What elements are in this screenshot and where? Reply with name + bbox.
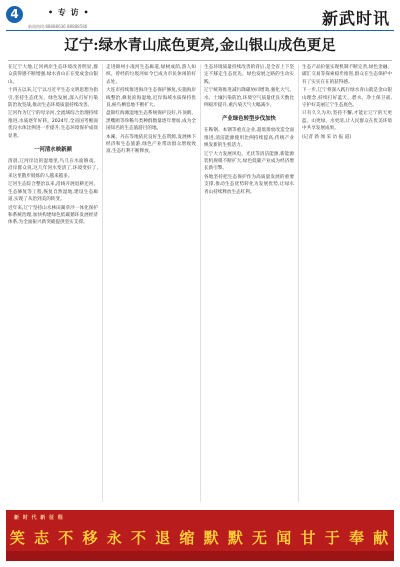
article-subhead: 产业绿色转型步伐加快: [222, 116, 276, 123]
article-paragraph: 辽河作为辽宁的母亲河,全流域综合治理持续推进,水质逐年好转。2024年,全省国考断面优良水体比例进一步提升,生态环境保护成效显著。: [8, 111, 98, 139]
article-paragraph: 辽宁统筹推进减污降碳协同增效,强化大气、水、土壤污染防治,环境空气质量优良天数比例稳步提升,重污染天气大幅减少。: [204, 88, 294, 109]
article-paragraph: 生态产品价值实现机制不断完善,绿色金融、碳汇交易等探索稳步推进,群众在生态保护中有了实实在在的获得感。: [302, 65, 392, 85]
article-paragraph: 各地坚持把生态保护作为高质量发展的重要支撑,推动生态优势转化为发展优势,让绿水青山持续释放生态红利。: [204, 174, 294, 195]
article-body: [8, 64, 392, 504]
article-paragraph: 十四五以来,辽宁以习近平生态文明思想为指引,坚持生态优先、绿色发展,深入打好污染防治攻坚战,推动生态环境质量持续改善。: [8, 88, 98, 109]
page-number-badge: 4: [6, 6, 23, 23]
article-paragraph: 走进锦州小凌河生态廊道,绿树成荫,游人如织。曾经的垃圾河如今已成为市民休闲的好去处。: [106, 65, 196, 85]
article-paragraph: 本溪、丹东等地依托良好生态资源,发展林下经济和生态旅游,绿色产业带动群众增收致富,生态红利不断释放。: [106, 134, 196, 155]
header-rule: [6, 30, 394, 31]
article-paragraph: 在鞍钢、本钢等重点企业,超低排放改造全面推进,清洁能源使用比例持续提高,传统产业焕发新的生机活力。: [204, 128, 294, 149]
headline-rule: [8, 60, 392, 61]
article-paragraph: 辽河生态综合整治以来,沿线开展退耕还河、生态修复等工程,恢复自然湿地,建设生态廊道,实现了从治到美的转变。: [8, 182, 98, 203]
article-byline: (记者 新 闻 采 访 报 道): [302, 134, 352, 140]
article-column-2: [106, 64, 196, 504]
banner-mountain-graphic: [6, 551, 394, 561]
article-paragraph: 下一步,辽宁将深入践行绿水青山就是金山银山理念,持续打好蓝天、碧水、净土保卫战,守护好美丽辽宁生态底色。: [302, 88, 392, 109]
article-paragraph: 大连市持续推进海洋生态保护修复,实施海岸线整治,修复滨海湿地,近岸海域水质保持优良,候鸟栖息地不断扩大。: [106, 88, 196, 109]
article-column-1: [8, 64, 98, 504]
article-headline: 辽宁:绿水青山底色更亮,金山银山成色更足: [64, 37, 336, 54]
article-paragraph: 生态环境质量持续改善的背后,是全省上下坚定不移走生态优先、绿色发展之路的生动实践。: [204, 65, 294, 85]
banner-tagline: 新 时 代 新 征 程: [14, 515, 64, 521]
article-paragraph: 只有久久为功,坚持不懈,才能让辽宁的天更蓝、山更绿、水更清,让人民群众在优美环境中共享发展成果。: [302, 111, 392, 132]
article-subhead: 一河清水映新颜: [34, 147, 72, 154]
article-column-3: [204, 64, 294, 504]
article-paragraph: 辽宁大力发展风电、光伏等清洁能源,新能源装机规模不断扩大,绿色低碳产业成为经济增长新引擎。: [204, 151, 294, 172]
article-paragraph: 清晨,辽河岸边的湿地里,鸟儿在水面嬉戏。沿岸群众说,这几年河水变清了,环境变好了,来这里散步锻炼的人越来越多。: [8, 159, 98, 179]
banner-slogan: 笑 志 不 移 永 不 退 缩 默 默 无 闻 甘 于 奉 献: [9, 529, 391, 547]
article-column-4: [302, 64, 392, 504]
promo-banner: [6, 510, 394, 561]
section-label: • 专 访 •: [48, 8, 90, 17]
article-paragraph: 在辽宁大地,辽河两岸生态环境改善明显,群众获得感不断增强,绿水青山正在变成金山银山。: [8, 65, 98, 85]
article-paragraph: 近年来,辽宁坚持山水林田湖草沙一体化保护和系统治理,加快构建绿色低碳循环发展经济体系,为全面振兴新突破提供坚实支撑。: [8, 205, 98, 226]
header-meta: 新闻热线:88888636 88888586: [28, 24, 88, 29]
masthead-logo: 新武时讯: [321, 9, 390, 28]
article-paragraph: 盘锦红海滩湿地生态系统保护良好,丹顶鹤、黑嘴鸥等珍稀鸟类种群数量逐年增加,成为全国知名的生态旅游目的地。: [106, 111, 196, 132]
